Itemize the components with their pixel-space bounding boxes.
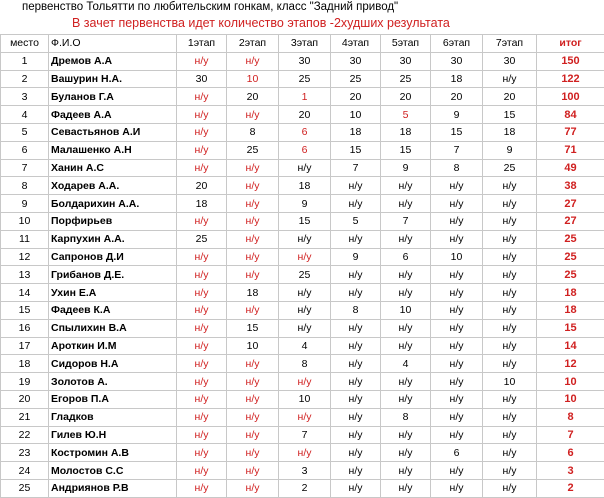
stage-cell[interactable]: 10 <box>431 248 483 266</box>
stage-cell[interactable]: н/у <box>331 177 381 195</box>
name-cell[interactable]: Фадеев А.А <box>49 106 177 124</box>
stage-cell[interactable]: н/у <box>279 408 331 426</box>
total-cell[interactable]: 25 <box>537 248 604 266</box>
table-row <box>1 248 604 266</box>
stage-cell[interactable]: н/у <box>381 426 431 444</box>
stage-cell[interactable]: н/у <box>483 70 537 88</box>
stage-cell[interactable]: 10 <box>227 337 279 355</box>
stage-cell[interactable]: 25 <box>381 70 431 88</box>
stage-cell[interactable]: н/у <box>483 355 537 373</box>
stage-cell[interactable]: 3 <box>279 462 331 480</box>
stage-cell[interactable]: 9 <box>431 106 483 124</box>
table-row <box>1 319 604 337</box>
stage-cell[interactable]: 20 <box>431 88 483 106</box>
name-cell[interactable]: Вашурин Н.А. <box>49 70 177 88</box>
place-cell[interactable]: 3 <box>1 88 49 106</box>
stage-cell[interactable]: н/у <box>227 355 279 373</box>
place-cell[interactable]: 22 <box>1 426 49 444</box>
total-cell[interactable]: 100 <box>537 88 604 106</box>
stage-cell[interactable]: н/у <box>279 159 331 177</box>
stage-cell[interactable]: 25 <box>483 159 537 177</box>
stage-cell[interactable]: н/у <box>177 248 227 266</box>
stage-cell[interactable]: н/у <box>177 444 227 462</box>
stage-cell[interactable]: 20 <box>279 106 331 124</box>
stage-cell[interactable]: н/у <box>483 426 537 444</box>
stage-cell[interactable]: 9 <box>279 195 331 213</box>
stage-cell[interactable]: н/у <box>431 337 483 355</box>
results-body <box>1 52 604 497</box>
stage-cell[interactable]: 18 <box>331 123 381 141</box>
stage-cell[interactable]: н/у <box>431 284 483 302</box>
stage-cell[interactable]: н/у <box>331 462 381 480</box>
place-cell[interactable]: 20 <box>1 390 49 408</box>
stage-cell[interactable]: н/у <box>331 266 381 284</box>
place-cell[interactable]: 10 <box>1 212 49 230</box>
stage-cell[interactable]: н/у <box>177 373 227 391</box>
stage-cell[interactable]: н/у <box>331 337 381 355</box>
place-cell[interactable]: 17 <box>1 337 49 355</box>
place-cell[interactable]: 13 <box>1 266 49 284</box>
table-row <box>1 177 604 195</box>
name-cell[interactable]: Егоров П.А <box>49 390 177 408</box>
stage-cell[interactable]: н/у <box>381 195 431 213</box>
stage-cell[interactable]: н/у <box>227 106 279 124</box>
name-cell[interactable]: Фадеев К.А <box>49 301 177 319</box>
table-row <box>1 337 604 355</box>
header-stage-1[interactable]: 1этап <box>177 35 227 53</box>
stage-cell[interactable]: 25 <box>177 230 227 248</box>
table-row <box>1 52 604 70</box>
stage-cell[interactable]: 15 <box>431 123 483 141</box>
stage-cell[interactable]: н/у <box>483 390 537 408</box>
name-cell[interactable]: Гилев Ю.Н <box>49 426 177 444</box>
stage-cell[interactable]: 20 <box>331 88 381 106</box>
stage-cell[interactable]: н/у <box>331 426 381 444</box>
total-cell[interactable]: 10 <box>537 390 604 408</box>
stage-cell[interactable]: н/у <box>177 123 227 141</box>
name-cell[interactable]: Костромин А.В <box>49 444 177 462</box>
stage-cell[interactable]: 30 <box>331 52 381 70</box>
stage-cell[interactable]: н/у <box>279 373 331 391</box>
stage-cell[interactable]: н/у <box>431 230 483 248</box>
stage-cell[interactable]: 4 <box>279 337 331 355</box>
name-cell[interactable]: Карпухин А.А. <box>49 230 177 248</box>
total-cell[interactable]: 71 <box>537 141 604 159</box>
name-cell[interactable]: Ханин А.С <box>49 159 177 177</box>
table-row <box>1 106 604 124</box>
name-cell[interactable]: Буланов Г.А <box>49 88 177 106</box>
stage-cell[interactable]: н/у <box>227 248 279 266</box>
place-cell[interactable]: 18 <box>1 355 49 373</box>
stage-cell[interactable]: 2 <box>279 479 331 497</box>
sheet-title: первенство Тольятти по любительским гонкам, класс "Задний привод" <box>22 1 398 13</box>
stage-cell[interactable]: 30 <box>279 52 331 70</box>
stage-cell[interactable]: н/у <box>431 355 483 373</box>
stage-cell[interactable]: н/у <box>483 195 537 213</box>
stage-cell[interactable]: 10 <box>331 106 381 124</box>
stage-cell[interactable]: н/у <box>483 301 537 319</box>
stage-cell[interactable]: 18 <box>279 177 331 195</box>
stage-cell[interactable]: н/у <box>177 408 227 426</box>
stage-cell[interactable]: 18 <box>483 123 537 141</box>
stage-cell[interactable]: н/у <box>177 301 227 319</box>
place-cell[interactable]: 9 <box>1 195 49 213</box>
table-row <box>1 230 604 248</box>
place-cell[interactable]: 2 <box>1 70 49 88</box>
total-cell[interactable]: 84 <box>537 106 604 124</box>
stage-cell[interactable]: н/у <box>431 408 483 426</box>
header-stage-3[interactable]: 3этап <box>279 35 331 53</box>
table-row <box>1 355 604 373</box>
total-cell[interactable]: 18 <box>537 284 604 302</box>
stage-cell[interactable]: н/у <box>279 444 331 462</box>
header-stage-6[interactable]: 6этап <box>431 35 483 53</box>
stage-cell[interactable]: н/у <box>483 479 537 497</box>
name-cell[interactable]: Порфирьев <box>49 212 177 230</box>
stage-cell[interactable]: н/у <box>483 284 537 302</box>
stage-cell[interactable]: 9 <box>381 159 431 177</box>
stage-cell[interactable]: н/у <box>177 426 227 444</box>
stage-cell[interactable]: 15 <box>331 141 381 159</box>
stage-cell[interactable]: н/у <box>279 248 331 266</box>
stage-cell[interactable]: н/у <box>381 337 431 355</box>
name-cell[interactable]: Дремов А.А <box>49 52 177 70</box>
total-cell[interactable]: 77 <box>537 123 604 141</box>
total-cell[interactable]: 27 <box>537 195 604 213</box>
stage-cell[interactable]: 20 <box>483 88 537 106</box>
place-cell[interactable]: 6 <box>1 141 49 159</box>
stage-cell[interactable]: 1 <box>279 88 331 106</box>
place-cell[interactable]: 21 <box>1 408 49 426</box>
stage-cell[interactable]: 8 <box>279 355 331 373</box>
stage-cell[interactable]: н/у <box>227 159 279 177</box>
stage-cell[interactable]: н/у <box>177 479 227 497</box>
stage-cell[interactable]: 25 <box>279 266 331 284</box>
stage-cell[interactable]: 7 <box>431 141 483 159</box>
stage-cell[interactable]: н/у <box>227 195 279 213</box>
stage-cell[interactable]: н/у <box>177 159 227 177</box>
stage-cell[interactable]: 30 <box>431 52 483 70</box>
results-table <box>0 34 604 498</box>
stage-cell[interactable]: 10 <box>483 373 537 391</box>
stage-cell[interactable]: 5 <box>381 106 431 124</box>
total-cell[interactable]: 3 <box>537 462 604 480</box>
name-cell[interactable]: Сидоров Н.А <box>49 355 177 373</box>
name-cell[interactable]: Севастьянов А.И <box>49 123 177 141</box>
place-cell[interactable]: 23 <box>1 444 49 462</box>
total-cell[interactable]: 8 <box>537 408 604 426</box>
stage-cell[interactable]: 18 <box>431 70 483 88</box>
stage-cell[interactable]: н/у <box>177 106 227 124</box>
stage-cell[interactable]: н/у <box>177 52 227 70</box>
stage-cell[interactable]: н/у <box>483 462 537 480</box>
stage-cell[interactable]: н/у <box>227 177 279 195</box>
stage-cell[interactable]: н/у <box>227 373 279 391</box>
stage-cell[interactable]: 6 <box>431 444 483 462</box>
stage-cell[interactable]: 20 <box>381 88 431 106</box>
stage-cell[interactable]: н/у <box>279 230 331 248</box>
place-cell[interactable]: 8 <box>1 177 49 195</box>
place-cell[interactable]: 4 <box>1 106 49 124</box>
total-cell[interactable]: 25 <box>537 230 604 248</box>
stage-cell[interactable]: н/у <box>227 408 279 426</box>
stage-cell[interactable]: н/у <box>431 319 483 337</box>
stage-cell[interactable]: 25 <box>227 141 279 159</box>
stage-cell[interactable]: н/у <box>483 337 537 355</box>
stage-cell[interactable]: н/у <box>227 301 279 319</box>
stage-cell[interactable]: н/у <box>227 266 279 284</box>
stage-cell[interactable]: н/у <box>177 212 227 230</box>
stage-cell[interactable]: н/у <box>381 319 431 337</box>
stage-cell[interactable]: н/у <box>227 444 279 462</box>
name-cell[interactable]: Болдарихин А.А. <box>49 195 177 213</box>
stage-cell[interactable]: 6 <box>279 123 331 141</box>
stage-cell[interactable]: н/у <box>177 390 227 408</box>
stage-cell[interactable]: 18 <box>177 195 227 213</box>
table-row <box>1 373 604 391</box>
place-cell[interactable]: 19 <box>1 373 49 391</box>
stage-cell[interactable]: н/у <box>331 355 381 373</box>
stage-cell[interactable]: 8 <box>431 159 483 177</box>
total-cell[interactable]: 7 <box>537 426 604 444</box>
header-stage-5[interactable]: 5этап <box>381 35 431 53</box>
total-cell[interactable]: 14 <box>537 337 604 355</box>
stage-cell[interactable]: 20 <box>177 177 227 195</box>
stage-cell[interactable]: н/у <box>227 479 279 497</box>
stage-cell[interactable]: н/у <box>331 390 381 408</box>
stage-cell[interactable]: н/у <box>177 141 227 159</box>
total-cell[interactable]: 38 <box>537 177 604 195</box>
stage-cell[interactable]: н/у <box>483 408 537 426</box>
stage-cell[interactable]: 9 <box>483 141 537 159</box>
table-row <box>1 266 604 284</box>
stage-cell[interactable]: н/у <box>177 319 227 337</box>
stage-cell[interactable]: н/у <box>483 319 537 337</box>
header-stage-2[interactable]: 2этап <box>227 35 279 53</box>
stage-cell[interactable]: н/у <box>227 52 279 70</box>
stage-cell[interactable]: н/у <box>431 426 483 444</box>
stage-cell[interactable]: н/у <box>431 266 483 284</box>
table-row <box>1 159 604 177</box>
place-cell[interactable]: 11 <box>1 230 49 248</box>
header-place[interactable]: место <box>1 35 49 53</box>
stage-cell[interactable]: н/у <box>279 284 331 302</box>
stage-cell[interactable]: 9 <box>331 248 381 266</box>
stage-cell[interactable]: 10 <box>227 70 279 88</box>
total-cell[interactable]: 150 <box>537 52 604 70</box>
place-cell[interactable]: 15 <box>1 301 49 319</box>
name-cell[interactable]: Спылихин В.А <box>49 319 177 337</box>
place-cell[interactable]: 14 <box>1 284 49 302</box>
stage-cell[interactable]: н/у <box>331 408 381 426</box>
stage-cell[interactable]: н/у <box>381 230 431 248</box>
stage-cell[interactable]: н/у <box>331 373 381 391</box>
stage-cell[interactable]: 15 <box>279 212 331 230</box>
stage-cell[interactable]: н/у <box>331 195 381 213</box>
stage-cell[interactable]: н/у <box>483 248 537 266</box>
stage-cell[interactable]: н/у <box>227 212 279 230</box>
stage-cell[interactable]: н/у <box>431 373 483 391</box>
total-cell[interactable]: 15 <box>537 319 604 337</box>
stage-cell[interactable]: н/у <box>381 266 431 284</box>
header-total[interactable]: итог <box>537 35 604 53</box>
stage-cell[interactable]: н/у <box>177 462 227 480</box>
name-cell[interactable]: Сапронов Д.И <box>49 248 177 266</box>
name-cell[interactable]: Молостов С.С <box>49 462 177 480</box>
stage-cell[interactable]: н/у <box>381 284 431 302</box>
stage-cell[interactable]: 18 <box>227 284 279 302</box>
stage-cell[interactable]: н/у <box>483 266 537 284</box>
name-cell[interactable]: Ходарев А.А. <box>49 177 177 195</box>
table-row <box>1 444 604 462</box>
place-cell[interactable]: 12 <box>1 248 49 266</box>
stage-cell[interactable]: 7 <box>381 212 431 230</box>
stage-cell[interactable]: 6 <box>381 248 431 266</box>
place-cell[interactable]: 7 <box>1 159 49 177</box>
stage-cell[interactable]: н/у <box>177 337 227 355</box>
stage-cell[interactable]: н/у <box>431 195 483 213</box>
stage-cell[interactable]: 8 <box>331 301 381 319</box>
table-row <box>1 88 604 106</box>
stage-cell[interactable]: н/у <box>227 230 279 248</box>
table-row <box>1 426 604 444</box>
table-row <box>1 479 604 497</box>
table-row <box>1 123 604 141</box>
name-cell[interactable]: Золотов А. <box>49 373 177 391</box>
stage-cell[interactable]: 5 <box>331 212 381 230</box>
name-cell[interactable]: Ухин Е.А <box>49 284 177 302</box>
stage-cell[interactable]: н/у <box>177 355 227 373</box>
stage-cell[interactable]: 7 <box>331 159 381 177</box>
stage-cell[interactable]: н/у <box>431 462 483 480</box>
name-cell[interactable]: Малашенко А.Н <box>49 141 177 159</box>
total-cell[interactable]: 6 <box>537 444 604 462</box>
table-row <box>1 195 604 213</box>
stage-cell[interactable]: н/у <box>177 88 227 106</box>
stage-cell[interactable]: н/у <box>227 390 279 408</box>
stage-cell[interactable]: н/у <box>279 319 331 337</box>
stage-cell[interactable]: н/у <box>381 462 431 480</box>
stage-cell[interactable]: 30 <box>177 70 227 88</box>
table-row <box>1 70 604 88</box>
stage-cell[interactable]: н/у <box>331 284 381 302</box>
table-row <box>1 141 604 159</box>
stage-cell[interactable]: н/у <box>177 284 227 302</box>
total-cell[interactable]: 49 <box>537 159 604 177</box>
stage-cell[interactable]: н/у <box>227 426 279 444</box>
header-stage-7[interactable]: 7этап <box>483 35 537 53</box>
stage-cell[interactable]: 6 <box>279 141 331 159</box>
header-row <box>1 35 604 53</box>
place-cell[interactable]: 5 <box>1 123 49 141</box>
place-cell[interactable]: 1 <box>1 52 49 70</box>
stage-cell[interactable]: н/у <box>331 319 381 337</box>
header-name[interactable]: Ф.И.О <box>49 35 177 53</box>
total-cell[interactable]: 10 <box>537 373 604 391</box>
stage-cell[interactable]: н/у <box>431 177 483 195</box>
total-cell[interactable]: 12 <box>537 355 604 373</box>
stage-cell[interactable]: 15 <box>381 141 431 159</box>
total-cell[interactable]: 27 <box>537 212 604 230</box>
stage-cell[interactable]: 25 <box>279 70 331 88</box>
stage-cell[interactable]: 10 <box>381 301 431 319</box>
header-stage-4[interactable]: 4этап <box>331 35 381 53</box>
stage-cell[interactable]: н/у <box>431 390 483 408</box>
table-row <box>1 284 604 302</box>
stage-cell[interactable]: н/у <box>483 444 537 462</box>
stage-cell[interactable]: н/у <box>381 444 431 462</box>
stage-cell[interactable]: н/у <box>431 479 483 497</box>
table-row <box>1 301 604 319</box>
table-row <box>1 408 604 426</box>
stage-cell[interactable]: н/у <box>483 212 537 230</box>
stage-cell[interactable]: 25 <box>331 70 381 88</box>
name-cell[interactable]: Гладков <box>49 408 177 426</box>
stage-cell[interactable]: н/у <box>331 444 381 462</box>
stage-cell[interactable]: н/у <box>431 212 483 230</box>
stage-cell[interactable]: н/у <box>381 479 431 497</box>
table-row <box>1 390 604 408</box>
total-cell[interactable]: 122 <box>537 70 604 88</box>
table-row <box>1 212 604 230</box>
scoring-note: В зачет первенства идет количество этапов -2худших результата <box>72 16 450 30</box>
stage-cell[interactable]: 4 <box>381 355 431 373</box>
stage-cell[interactable]: н/у <box>431 301 483 319</box>
stage-cell[interactable]: н/у <box>331 479 381 497</box>
name-cell[interactable]: Андриянов Р.В <box>49 479 177 497</box>
name-cell[interactable]: Ароткин И.М <box>49 337 177 355</box>
stage-cell[interactable]: 10 <box>279 390 331 408</box>
stage-cell[interactable]: н/у <box>279 301 331 319</box>
table-row <box>1 462 604 480</box>
total-cell[interactable]: 25 <box>537 266 604 284</box>
stage-cell[interactable]: 20 <box>227 88 279 106</box>
name-cell[interactable]: Грибанов Д.Е. <box>49 266 177 284</box>
stage-cell[interactable]: н/у <box>483 230 537 248</box>
stage-cell[interactable]: н/у <box>177 266 227 284</box>
stage-cell[interactable]: 15 <box>483 106 537 124</box>
stage-cell[interactable]: н/у <box>483 177 537 195</box>
stage-cell[interactable]: н/у <box>381 177 431 195</box>
stage-cell[interactable]: 15 <box>227 319 279 337</box>
place-cell[interactable]: 25 <box>1 479 49 497</box>
stage-cell[interactable]: н/у <box>381 390 431 408</box>
place-cell[interactable]: 16 <box>1 319 49 337</box>
total-cell[interactable]: 2 <box>537 479 604 497</box>
total-cell[interactable]: 18 <box>537 301 604 319</box>
stage-cell[interactable]: 30 <box>483 52 537 70</box>
stage-cell[interactable]: 30 <box>381 52 431 70</box>
stage-cell[interactable]: 18 <box>381 123 431 141</box>
stage-cell[interactable]: н/у <box>381 373 431 391</box>
stage-cell[interactable]: н/у <box>227 462 279 480</box>
stage-cell[interactable]: 8 <box>381 408 431 426</box>
stage-cell[interactable]: 7 <box>279 426 331 444</box>
stage-cell[interactable]: 8 <box>227 123 279 141</box>
stage-cell[interactable]: н/у <box>331 230 381 248</box>
place-cell[interactable]: 24 <box>1 462 49 480</box>
